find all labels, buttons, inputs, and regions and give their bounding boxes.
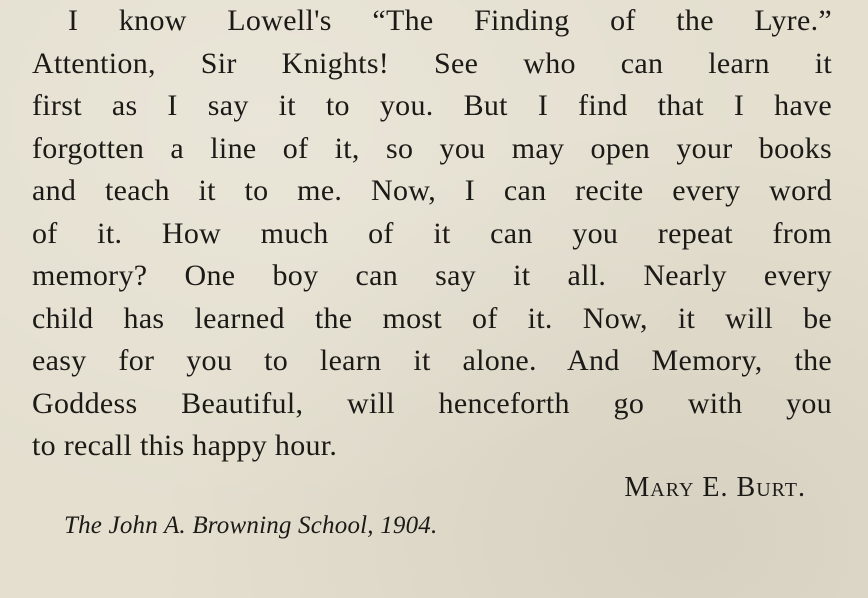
passage-line: child has learned the most of it. Now, it will be — [32, 301, 832, 335]
passage-line: I know Lowell's “The Finding of the Lyre.” — [68, 4, 832, 37]
author-signature: Mary E. Burt. — [624, 472, 806, 503]
school-byline: The John A. Browning School, 1904. — [64, 512, 438, 539]
passage-text — [32, 0, 832, 468]
passage-line: Attention, Sir Knights! See who can learn it — [32, 46, 832, 80]
passage-line: first as I say it to you. But I find that I have — [32, 89, 832, 122]
passage-line: and teach it to me. Now, I can recite every word — [32, 174, 832, 207]
passage-line: forgotten a line of it, so you may open your books — [32, 131, 832, 165]
passage-line: of it. How much of it can you repeat from — [32, 216, 832, 250]
passage-line: to recall this happy hour. — [32, 429, 338, 462]
passage-line: memory? One boy can say it all. Nearly every — [32, 259, 832, 292]
passage-line: easy for you to learn it alone. And Memory, the — [32, 344, 832, 377]
passage-line: Goddess Beautiful, will henceforth go with you — [32, 386, 832, 420]
